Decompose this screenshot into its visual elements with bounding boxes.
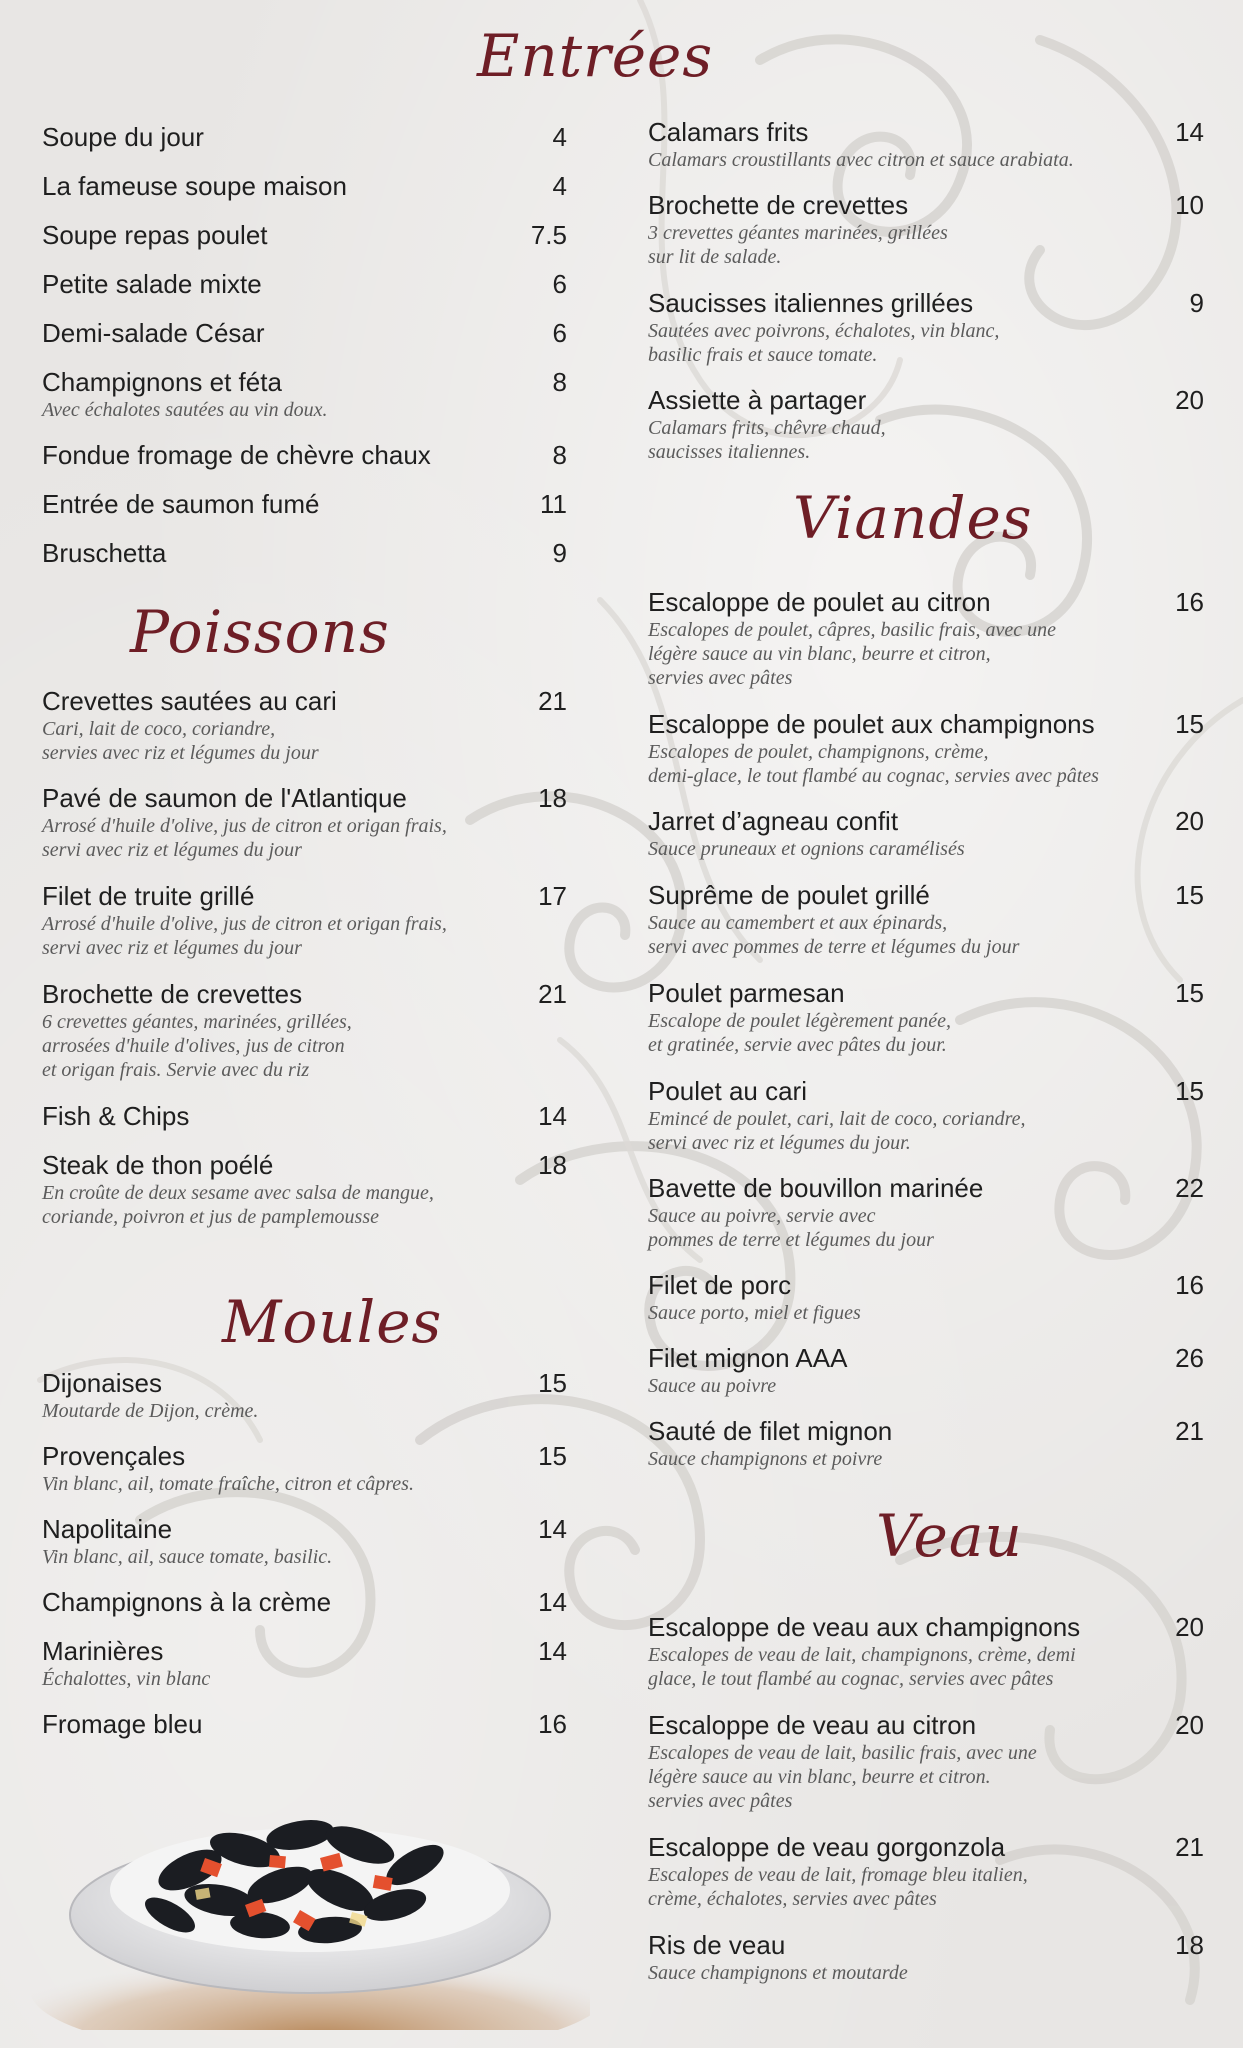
item-price: 9 xyxy=(552,538,567,568)
menu-item xyxy=(42,220,567,251)
item-price: 14 xyxy=(538,1514,567,1544)
item-price: 4 xyxy=(552,122,567,152)
menu-item xyxy=(42,367,567,422)
item-price: 9 xyxy=(1189,288,1204,318)
item-name: Fondue fromage de chèvre chaux xyxy=(42,440,431,470)
item-name: Filet de truite grillé xyxy=(42,881,255,911)
item-price: 15 xyxy=(1175,880,1204,910)
mussels-dish-photo xyxy=(30,1740,590,2030)
item-description: Échalottes, vin blanc xyxy=(42,1668,211,1690)
menu-item xyxy=(42,1101,567,1132)
item-price: 20 xyxy=(1175,1612,1204,1642)
item-price: 20 xyxy=(1175,1710,1204,1740)
section-title-poissons: Poissons xyxy=(130,598,390,666)
menu-item xyxy=(648,587,1204,690)
item-description: Moutarde de Dijon, crème. xyxy=(42,1400,259,1422)
item-description: Cari, lait de coco, coriandre, servies avec riz et légumes du jour xyxy=(42,718,319,764)
menu-item xyxy=(648,1832,1204,1911)
item-price: 8 xyxy=(552,440,567,470)
item-description: Escalopes de veau de lait, fromage bleu italien, crème, échalotes, servies avec pâtes xyxy=(648,1864,1028,1910)
item-description: Emincé de poulet, cari, lait de coco, coriandre, servi avec riz et légumes du jour. xyxy=(648,1108,1026,1154)
menu-item xyxy=(648,1612,1204,1691)
item-name: Bruschetta xyxy=(42,538,167,568)
item-name: Filet mignon AAA xyxy=(648,1343,848,1373)
menu-item xyxy=(42,1636,567,1691)
menu-item xyxy=(648,880,1204,959)
menu-item xyxy=(648,288,1204,367)
menu-item xyxy=(648,117,1204,172)
menu-item xyxy=(648,1076,1204,1155)
item-description: Sauce champignons et moutarde xyxy=(648,1962,908,1984)
item-description: Sauce porto, miel et figues xyxy=(648,1302,861,1324)
item-name: Poulet au cari xyxy=(648,1076,807,1106)
item-description: 3 crevettes géantes marinées, grillées sur lit de salade. xyxy=(648,222,948,268)
item-name: Pavé de saumon de l'Atlantique xyxy=(42,783,407,813)
item-name: Bavette de bouvillon marinée xyxy=(648,1173,984,1203)
item-price: 14 xyxy=(538,1636,567,1666)
item-name: Napolitaine xyxy=(42,1514,173,1544)
item-name: Escaloppe de poulet au citron xyxy=(648,587,991,617)
menu-item xyxy=(42,269,567,300)
item-price: 21 xyxy=(1175,1832,1204,1862)
item-name: Demi-salade César xyxy=(42,318,265,348)
item-description: Sautées avec poivrons, échalotes, vin blanc, basilic frais et sauce tomate. xyxy=(648,320,1000,366)
item-price: 21 xyxy=(1175,1416,1204,1446)
item-name: Petite salade mixte xyxy=(42,269,262,299)
item-price: 4 xyxy=(552,171,567,201)
item-price: 6 xyxy=(552,269,567,299)
item-price: 14 xyxy=(538,1587,567,1617)
item-name: Soupe repas poulet xyxy=(42,220,268,250)
item-price: 16 xyxy=(538,1709,567,1739)
item-name: Brochette de crevettes xyxy=(648,190,909,220)
item-name: Entrée de saumon fumé xyxy=(42,489,320,519)
item-price: 11 xyxy=(540,489,567,519)
menu-item xyxy=(648,190,1204,269)
item-name: Escaloppe de veau au citron xyxy=(648,1710,977,1740)
item-description: Sauce champignons et poivre xyxy=(648,1448,883,1470)
item-price: 15 xyxy=(538,1368,567,1398)
item-price: 20 xyxy=(1175,385,1204,415)
item-price: 22 xyxy=(1175,1173,1204,1203)
item-price: 18 xyxy=(1175,1930,1204,1960)
section-title-viandes: Viandes xyxy=(793,484,1033,552)
item-description: Escalope de poulet légèrement panée, et gratinée, servie avec pâtes du jour. xyxy=(648,1010,952,1056)
menu-item xyxy=(648,1710,1204,1813)
item-name: Marinières xyxy=(42,1636,164,1666)
item-name: Soupe du jour xyxy=(42,122,204,152)
item-description: Sauce au camembert et aux épinards, servi avec pommes de terre et légumes du jour xyxy=(648,912,1020,958)
item-price: 14 xyxy=(1175,117,1204,147)
section-title-moules: Moules xyxy=(222,1288,443,1356)
item-name: Steak de thon poélé xyxy=(42,1150,274,1180)
item-name: Provençales xyxy=(42,1441,186,1471)
menu-item xyxy=(42,440,567,471)
menu-item xyxy=(42,1587,567,1618)
item-name: Champignons et féta xyxy=(42,367,282,397)
item-price: 15 xyxy=(538,1441,567,1471)
menu-item xyxy=(648,978,1204,1057)
menu-item xyxy=(648,709,1204,788)
menu-item xyxy=(648,1930,1204,1985)
item-price: 21 xyxy=(538,686,567,716)
menu-item xyxy=(648,806,1204,861)
item-price: 14 xyxy=(538,1101,567,1131)
item-price: 21 xyxy=(538,979,567,1009)
menu-item xyxy=(648,1343,1204,1398)
item-name: Assiette à partager xyxy=(648,385,867,415)
menu-item xyxy=(42,881,567,960)
menu-item xyxy=(42,122,567,153)
item-price: 26 xyxy=(1175,1343,1204,1373)
item-name: Champignons à la crème xyxy=(42,1587,332,1617)
item-description: Avec échalotes sautées au vin doux. xyxy=(42,399,328,421)
item-name: Saucisses italiennes grillées xyxy=(648,288,974,318)
menu-item xyxy=(648,1173,1204,1252)
item-description: 6 crevettes géantes, marinées, grillées, arrosées d'huile d'olives, jus de citron et origan frais. Servie avec du riz xyxy=(42,1011,352,1081)
menu-item xyxy=(42,538,567,569)
item-price: 8 xyxy=(552,367,567,397)
menu-item xyxy=(42,1709,567,1740)
menu-item xyxy=(42,318,567,349)
item-price: 16 xyxy=(1175,1270,1204,1300)
item-price: 7.5 xyxy=(530,220,567,250)
item-name: Jarret d’agneau confit xyxy=(648,806,899,836)
item-name: Suprême de poulet grillé xyxy=(648,880,930,910)
item-name: Fish & Chips xyxy=(42,1101,190,1131)
item-price: 6 xyxy=(552,318,567,348)
menu-item xyxy=(42,1441,567,1496)
item-description: Escalopes de poulet, champignons, crème, demi-glace, le tout flambé au cognac, servies avec pâtes xyxy=(648,741,1099,787)
section-title-veau: Veau xyxy=(876,1502,1023,1570)
item-name: Ris de veau xyxy=(648,1930,786,1960)
item-description: Sauce au poivre xyxy=(648,1375,777,1397)
menu-item xyxy=(42,171,567,202)
menu-item xyxy=(42,1150,567,1229)
item-description: Escalopes de veau de lait, champignons, crème, demi glace, le tout flambé au cognac, servies avec pâtes xyxy=(648,1644,1076,1690)
item-name: Escaloppe de poulet aux champignons xyxy=(648,709,1095,739)
item-name: Escaloppe de veau aux champignons xyxy=(648,1612,1081,1642)
right-column xyxy=(648,0,1204,2048)
item-price: 17 xyxy=(538,881,567,911)
item-price: 15 xyxy=(1175,709,1204,739)
menu-item xyxy=(42,489,567,520)
item-name: Poulet parmesan xyxy=(648,978,845,1008)
item-description: Escalopes de veau de lait, basilic frais, avec une légère sauce au vin blanc, beurre et citron. servies avec pâtes xyxy=(648,1742,1037,1812)
item-description: Sauce pruneaux et ognions caramélisés xyxy=(648,838,965,860)
menu-item xyxy=(42,783,567,862)
item-description: Escalopes de poulet, câpres, basilic frais, avec une légère sauce au vin blanc, beurre et citron, servies avec pâtes xyxy=(648,619,1057,689)
item-name: Sauté de filet mignon xyxy=(648,1416,893,1446)
item-price: 20 xyxy=(1175,806,1204,836)
menu-item xyxy=(42,979,567,1082)
menu-item xyxy=(42,686,567,765)
item-description: Vin blanc, ail, sauce tomate, basilic. xyxy=(42,1546,333,1568)
menu-item xyxy=(648,1416,1204,1471)
item-description: En croûte de deux sesame avec salsa de mangue, coriande, poivron et jus de pamplemousse xyxy=(42,1182,434,1228)
item-description: Vin blanc, ail, tomate fraîche, citron et câpres. xyxy=(42,1473,414,1495)
item-name: Filet de porc xyxy=(648,1270,792,1300)
item-description: Arrosé d'huile d'olive, jus de citron et origan frais, servi avec riz et légumes du jour xyxy=(42,913,447,959)
item-name: Crevettes sautées au cari xyxy=(42,686,337,716)
item-price: 18 xyxy=(538,1150,567,1180)
item-name: Fromage bleu xyxy=(42,1709,203,1739)
item-name: Dijonaises xyxy=(42,1368,162,1398)
item-price: 10 xyxy=(1175,190,1204,220)
item-name: Escaloppe de veau gorgonzola xyxy=(648,1832,1006,1862)
item-price: 15 xyxy=(1175,978,1204,1008)
item-description: Sauce au poivre, servie avec pommes de terre et légumes du jour xyxy=(648,1205,934,1251)
item-name: La fameuse soupe maison xyxy=(42,171,347,201)
menu-item xyxy=(648,385,1204,464)
item-description: Calamars croustillants avec citron et sauce arabiata. xyxy=(648,149,1074,171)
item-description: Calamars frits, chêvre chaud, saucisses italiennes. xyxy=(648,417,886,463)
item-price: 15 xyxy=(1175,1076,1204,1106)
section-title-entrees: Entrées xyxy=(477,22,714,90)
item-price: 18 xyxy=(538,783,567,813)
menu-item xyxy=(42,1514,567,1569)
item-description: Arrosé d'huile d'olive, jus de citron et origan frais, servi avec riz et légumes du jour xyxy=(42,815,447,861)
item-name: Calamars frits xyxy=(648,117,809,147)
menu-item xyxy=(648,1270,1204,1325)
item-name: Brochette de crevettes xyxy=(42,979,303,1009)
item-price: 16 xyxy=(1175,587,1204,617)
menu-item xyxy=(42,1368,567,1423)
